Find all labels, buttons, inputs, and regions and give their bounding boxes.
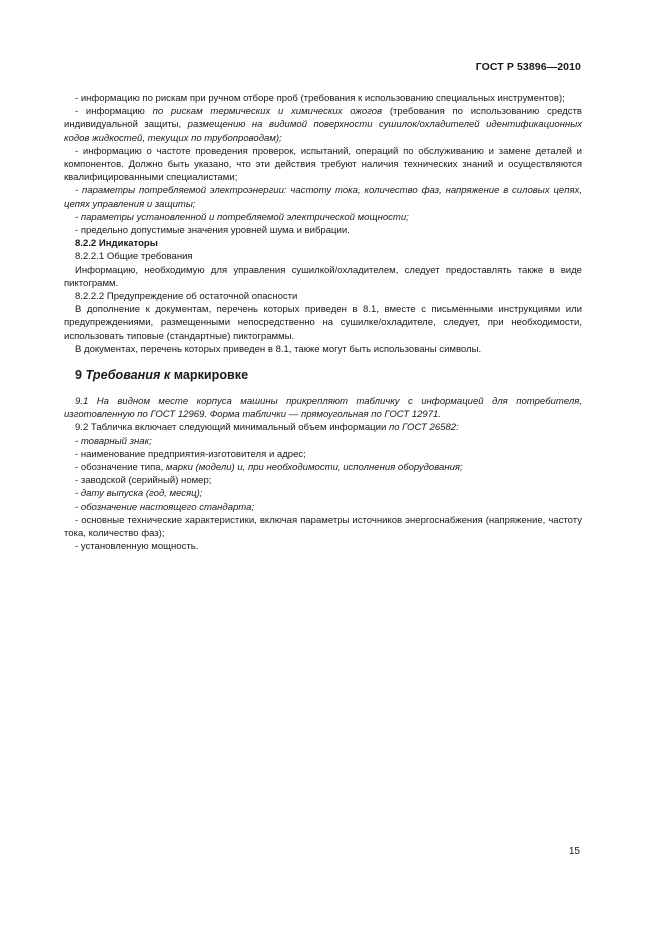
section-number: 9 <box>75 368 86 383</box>
document-header: ГОСТ Р 53896—2010 <box>475 61 581 73</box>
section-title: маркировке <box>170 368 249 383</box>
paragraph-pictograms: Информацию, необходимую для управления сушилкой/охладителем, следует предоставлять также в виде пиктограмм. <box>64 264 582 289</box>
list-item-trademark: - товарный знак; <box>75 435 152 447</box>
text-run: 9.2 Табличка включает следующий минимальный объем информации <box>75 422 389 434</box>
paragraph-thermal-burns <box>64 105 582 145</box>
text-run: (требования по использованию средств индивидуальной защиты, <box>64 106 582 131</box>
section-title-italic: Требования к <box>85 368 171 383</box>
paragraph-power-capacity: - параметры установленной и потребляемой электрической мощности; <box>75 211 409 223</box>
list-item-characteristics: - основные технические характеристики, включая параметры источников энергоснабжения (напряжение, частоту тока, количество фаз); <box>64 514 582 540</box>
subsection-heading-8-2-2-2: 8.2.2.2 Предупреждение об остаточной опасности <box>75 291 298 303</box>
text-run-italic: марки (модели) и, при необходимости, исполнения оборудования; <box>165 462 463 474</box>
text-run: - обозначение типа, <box>75 462 166 474</box>
list-item-installed-power: - установленную мощность. <box>75 541 199 553</box>
list-item-standard: - обозначение настоящего стандарта; <box>75 501 255 513</box>
text-run: - информацию <box>75 106 153 118</box>
text-run-italic: по ГОСТ 26582: <box>388 422 459 434</box>
subsection-heading-8-2-2: 8.2.2 Индикаторы <box>75 238 158 250</box>
document-body <box>64 92 582 554</box>
paragraph-symbols: В документах, перечень которых приведен в 8.1, также могут быть использованы символы. <box>75 343 482 355</box>
paragraph-noise-vibration: - предельно допустимые значения уровней шума и вибрации. <box>75 225 350 237</box>
page-number: 15 <box>568 846 580 857</box>
paragraph-manual-sampling: - информацию по рискам при ручном отборе проб (требования к использованию специальных инструментов); <box>75 93 565 104</box>
paragraph-residual-hazard: В дополнение к документам, перечень которых приведен в 8.1, вместе с письменными инструкциями или предупреждениями, размещенными непосредственно на сушилке/охладителе, следует, при необходимости, использовать типовые (стандартные) пиктограммы. <box>64 304 582 342</box>
text-run-italic: по рискам термических и химических ожогов <box>152 106 383 118</box>
subsection-heading-8-2-2-1: 8.2.2.1 Общие требования <box>75 251 193 263</box>
list-item-manufacturer: - наименование предприятия-изготовителя и адрес; <box>75 448 306 460</box>
paragraph-9-2 <box>64 421 582 434</box>
list-item-manufacture-date: - дату выпуска (год, месяц); <box>75 488 203 500</box>
paragraph-inspection-frequency: - информацию о частоте проведения проверок, испытаний, операций по обслуживанию и замене деталей и компонентов. Должно быть указано, что эти действия требуют наличия технических знаний и осуществляются квалифицированными специалистами; <box>64 145 582 184</box>
text-run-italic: размещению на видимой поверхности сушилок/охладителей идентификационных кодов жидкостей, текущих по трубопроводам); <box>64 119 582 144</box>
paragraph-power-params: - параметры потребляемой электроэнергии: частоту тока, количество фаз, напряжение в силовых цепях, цепях управления и защиты; <box>64 185 582 210</box>
section-heading-9 <box>64 368 582 383</box>
list-item-serial-number: - заводской (серийный) номер; <box>75 475 212 487</box>
list-item-type <box>64 461 582 474</box>
paragraph-9-1: 9.1 На видном месте корпуса машины прикрепляют табличку с информацией для потребителя, изготовленную по ГОСТ 12969. Форма таблички — прямоугольная по ГОСТ 12971. <box>64 396 582 421</box>
